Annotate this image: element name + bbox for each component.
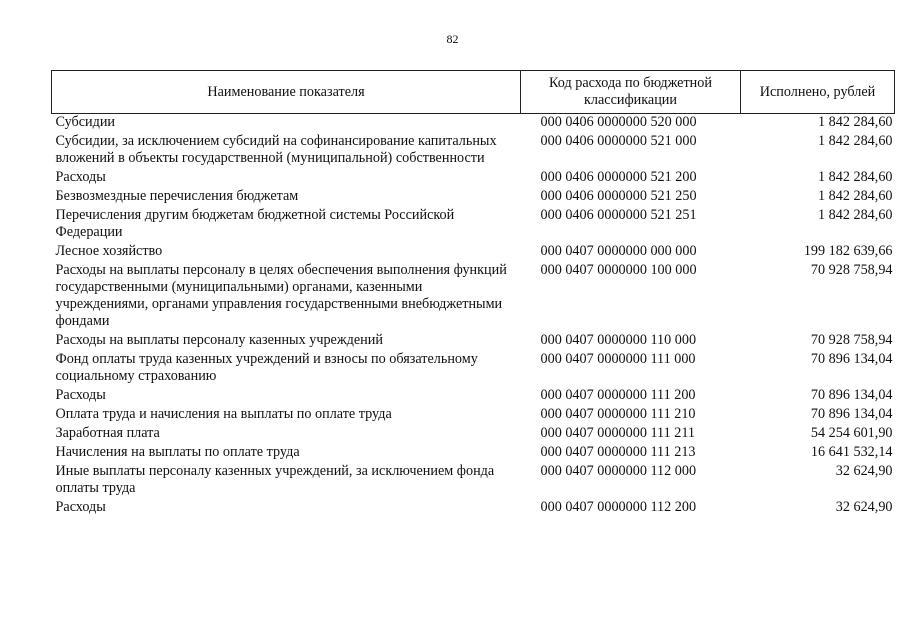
table-row bbox=[52, 207, 895, 243]
table-body bbox=[52, 114, 895, 519]
row-name: Заработная плата bbox=[55, 425, 160, 441]
row-amount: 1 842 284,60 bbox=[818, 169, 893, 185]
row-amount: 70 928 758,94 bbox=[810, 262, 893, 278]
row-code: 000 0406 0000000 520 000 bbox=[540, 114, 697, 130]
row-code: 000 0407 0000000 112 000 bbox=[540, 463, 697, 479]
table-row bbox=[52, 133, 895, 169]
row-code: 000 0407 0000000 000 000 bbox=[540, 243, 697, 259]
header-code: Код расхода по бюджетной классификации bbox=[521, 71, 741, 114]
row-name: Перечисления другим бюджетам бюджетной системы Российской Федерации bbox=[55, 207, 455, 240]
row-name: Фонд оплаты труда казенных учреждений и взносы по обязательному социальному страхованию bbox=[55, 351, 478, 384]
row-name: Расходы bbox=[55, 169, 106, 185]
row-code: 000 0406 0000000 521 251 bbox=[540, 207, 697, 223]
page-number: 82 bbox=[446, 32, 459, 46]
row-name: Расходы на выплаты персоналу в целях обеспечения выполнения функций государственными (муниципальными) органами, казенными учреждениями, органами управления государственными внебюджетными фондами bbox=[55, 262, 507, 329]
row-code: 000 0407 0000000 112 200 bbox=[540, 499, 697, 515]
row-code: 000 0407 0000000 111 213 bbox=[540, 444, 696, 460]
row-amount: 1 842 284,60 bbox=[818, 114, 893, 130]
row-name: Иные выплаты персоналу казенных учреждений, за исключением фонда оплаты труда bbox=[55, 463, 495, 496]
table-row bbox=[52, 499, 895, 518]
row-amount: 1 842 284,60 bbox=[818, 207, 893, 223]
header-row bbox=[52, 71, 895, 114]
row-name: Начисления на выплаты по оплате труда bbox=[55, 444, 300, 460]
row-amount: 70 928 758,94 bbox=[810, 332, 893, 348]
row-name: Расходы bbox=[55, 499, 106, 515]
row-name: Лесное хозяйство bbox=[55, 243, 163, 259]
row-amount: 32 624,90 bbox=[835, 499, 893, 515]
table-row bbox=[52, 262, 895, 332]
row-name: Субсидии bbox=[55, 114, 116, 130]
row-code: 000 0407 0000000 111 000 bbox=[540, 351, 696, 367]
table-row bbox=[52, 463, 895, 499]
row-amount: 16 641 532,14 bbox=[810, 444, 893, 460]
row-name: Субсидии, за исключением субсидий на софинансирование капитальных вложений в объекты государственной (муниципальной) собственности bbox=[55, 133, 497, 166]
table-header bbox=[52, 71, 895, 114]
table-row bbox=[52, 169, 895, 188]
row-code: 000 0406 0000000 521 000 bbox=[540, 133, 697, 149]
table-row bbox=[52, 351, 895, 387]
table-row bbox=[52, 425, 895, 444]
table-row bbox=[52, 114, 895, 134]
row-amount: 70 896 134,04 bbox=[810, 351, 893, 367]
budget-execution-table bbox=[51, 70, 895, 518]
row-name: Оплата труда и начисления на выплаты по оплате труда bbox=[55, 406, 392, 422]
table-row bbox=[52, 332, 895, 351]
row-amount: 1 842 284,60 bbox=[818, 188, 893, 204]
row-code: 000 0407 0000000 100 000 bbox=[540, 262, 697, 278]
row-code: 000 0406 0000000 521 200 bbox=[540, 169, 697, 185]
table-row bbox=[52, 243, 895, 262]
row-code: 000 0407 0000000 111 200 bbox=[540, 387, 696, 403]
row-code: 000 0406 0000000 521 250 bbox=[540, 188, 697, 204]
row-code: 000 0407 0000000 111 211 bbox=[540, 425, 695, 441]
header-name: Наименование показателя bbox=[52, 71, 521, 114]
table-row bbox=[52, 444, 895, 463]
row-amount: 70 896 134,04 bbox=[810, 387, 893, 403]
header-amount: Исполнено, рублей bbox=[741, 71, 895, 114]
row-amount: 199 182 639,66 bbox=[803, 243, 893, 259]
row-code: 000 0407 0000000 110 000 bbox=[540, 332, 697, 348]
row-name: Расходы на выплаты персоналу казенных учреждений bbox=[55, 332, 383, 348]
row-code: 000 0407 0000000 111 210 bbox=[540, 406, 696, 422]
row-amount: 1 842 284,60 bbox=[818, 133, 893, 149]
table-row bbox=[52, 406, 895, 425]
table-row bbox=[52, 188, 895, 207]
row-amount: 54 254 601,90 bbox=[810, 425, 893, 441]
table-row bbox=[52, 387, 895, 406]
row-amount: 70 896 134,04 bbox=[810, 406, 893, 422]
row-name: Безвозмездные перечисления бюджетам bbox=[55, 188, 299, 204]
row-amount: 32 624,90 bbox=[835, 463, 893, 479]
row-name: Расходы bbox=[55, 387, 106, 403]
